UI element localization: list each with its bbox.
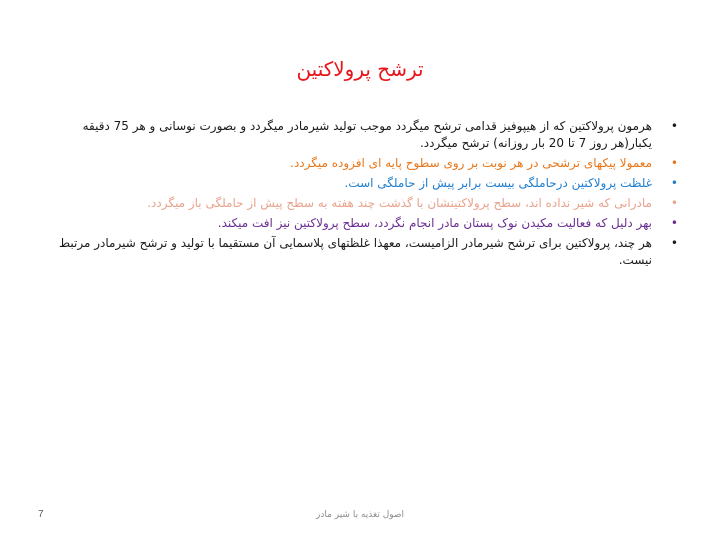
bullet-text: هر چند، پرولاکتین برای ترشح شیرمادر الزامیست، معهذا غلظتهای پلاسمایی آن مستقیما با تولید و ترشح شیرمادر مرتبط نیست. [59, 236, 652, 267]
footer-text: اصول تغذیه با شیر مادر [315, 510, 405, 520]
bullet-item [50, 195, 685, 212]
bullet-text: مادرانی که شیر نداده اند، سطح پرولاکتینشان با گذشت چند هفته به سطح پیش از حاملگی باز میگردد. [147, 196, 652, 210]
bullet-marker: • [670, 119, 678, 133]
bullet-item [50, 155, 685, 172]
bullet-text: هرمون پرولاکتین که از هیپوفیز قدامی ترشح میگردد موجب تولید شیرمادر میگردد و بصورت نوسانی و هر 75 دقیقه یکبار(هر روز 7 تا 20 بار روزانه) ترشح میگردد. [82, 119, 652, 150]
bullet-marker: • [670, 216, 678, 230]
bullet-item [50, 215, 685, 232]
bullet-marker: • [670, 176, 678, 190]
page-number: 7 [38, 509, 44, 520]
bullet-text: بهر دلیل که فعالیت مکیدن نوک پستان مادر انجام نگردد، سطح پرولاکتین نیز افت میکند. [217, 216, 652, 230]
bullet-item [50, 235, 685, 269]
bullet-item [50, 118, 685, 152]
bullet-text: معمولا پیکهای ترشحی در هر نوبت بر روی سطوح پایه ای افزوده میگردد. [290, 156, 652, 170]
bullet-marker: • [670, 156, 678, 170]
bullet-marker: • [670, 236, 678, 250]
bullet-marker: • [670, 196, 678, 210]
bullet-item [50, 175, 685, 192]
bullet-list [50, 118, 685, 272]
slide-title: ترشح پرولاکتین [296, 57, 424, 81]
bullet-text: غلظت پرولاکتین درحاملگی بیست برابر پیش از حاملگی است. [344, 176, 652, 190]
